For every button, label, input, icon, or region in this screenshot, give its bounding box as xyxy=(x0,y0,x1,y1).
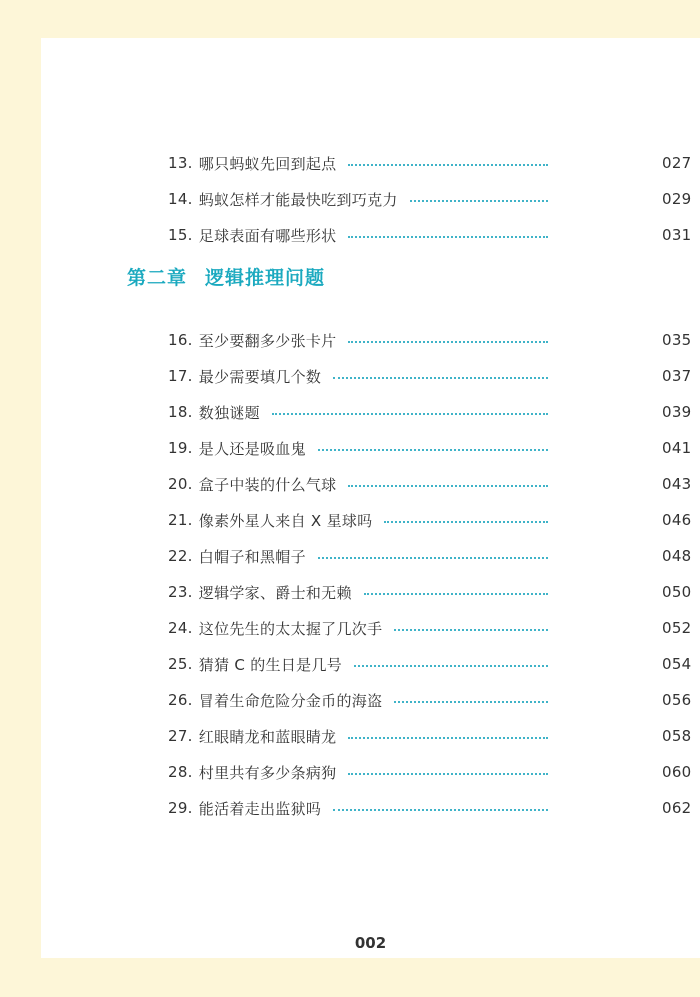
dotted-leader xyxy=(348,773,548,775)
entry-page: 050 xyxy=(662,583,692,601)
dotted-leader xyxy=(410,200,548,202)
entry-page: 031 xyxy=(662,226,692,244)
toc-entry-27[interactable] xyxy=(168,725,692,747)
toc-entry-14[interactable] xyxy=(168,188,692,210)
toc-entry-23[interactable] xyxy=(168,581,692,603)
toc-entry-13[interactable] xyxy=(168,152,692,174)
dotted-leader xyxy=(272,413,548,415)
dotted-leader xyxy=(384,521,548,523)
entry-page: 054 xyxy=(662,655,692,673)
entry-number: 25. xyxy=(168,655,193,673)
entry-title: 盒子中装的什么气球 xyxy=(198,475,337,494)
entry-page: 052 xyxy=(662,619,692,637)
entry-number: 18. xyxy=(168,403,193,421)
toc-entry-28[interactable] xyxy=(168,761,692,783)
dotted-leader xyxy=(318,449,548,451)
toc-page xyxy=(41,38,700,958)
entry-title: 村里共有多少条病狗 xyxy=(198,763,337,782)
entry-title: 能活着走出监狱吗 xyxy=(198,799,322,818)
toc-entry-25[interactable] xyxy=(168,653,692,675)
entry-title: 猜猜 C 的生日是几号 xyxy=(198,655,343,674)
chapter-heading[interactable] xyxy=(127,263,325,290)
entry-number: 14. xyxy=(168,190,193,208)
chapter-label: 第二章 xyxy=(127,267,188,289)
entry-page: 058 xyxy=(662,727,692,745)
dotted-leader xyxy=(364,593,548,595)
entry-number: 27. xyxy=(168,727,193,745)
page-number: 002 xyxy=(354,934,387,952)
toc-entry-26[interactable] xyxy=(168,689,692,711)
entry-number: 28. xyxy=(168,763,193,781)
entry-number: 16. xyxy=(168,331,193,349)
dotted-leader xyxy=(354,665,548,667)
entry-title: 是人还是吸血鬼 xyxy=(198,439,306,458)
dotted-leader xyxy=(318,557,548,559)
dotted-leader xyxy=(333,809,548,811)
entry-title: 哪只蚂蚁先回到起点 xyxy=(198,154,337,173)
entry-number: 15. xyxy=(168,226,193,244)
entry-title: 蚂蚁怎样才能最快吃到巧克力 xyxy=(198,190,398,209)
entry-number: 13. xyxy=(168,154,193,172)
toc-entry-16[interactable] xyxy=(168,329,692,351)
entry-page: 039 xyxy=(662,403,692,421)
chapter-title: 逻辑推理问题 xyxy=(205,267,326,289)
toc-entry-20[interactable] xyxy=(168,473,692,495)
entry-title: 像素外星人来自 X 星球吗 xyxy=(198,511,373,530)
entry-page: 056 xyxy=(662,691,692,709)
entry-title: 这位先生的太太握了几次手 xyxy=(198,619,383,638)
entry-page: 037 xyxy=(662,367,692,385)
entry-title: 最少需要填几个数 xyxy=(198,367,322,386)
entry-number: 17. xyxy=(168,367,193,385)
entry-page: 062 xyxy=(662,799,692,817)
dotted-leader xyxy=(333,377,548,379)
entry-number: 19. xyxy=(168,439,193,457)
dotted-leader xyxy=(348,341,548,343)
dotted-leader xyxy=(394,701,548,703)
entry-page: 048 xyxy=(662,547,692,565)
toc-entry-18[interactable] xyxy=(168,401,692,423)
dotted-leader xyxy=(348,737,548,739)
dotted-leader xyxy=(348,485,548,487)
entry-page: 029 xyxy=(662,190,692,208)
toc-entry-29[interactable] xyxy=(168,797,692,819)
toc-entry-17[interactable] xyxy=(168,365,692,387)
toc-entry-19[interactable] xyxy=(168,437,692,459)
entry-page: 046 xyxy=(662,511,692,529)
entry-page: 041 xyxy=(662,439,692,457)
toc-entry-21[interactable] xyxy=(168,509,692,531)
entry-title: 红眼睛龙和蓝眼睛龙 xyxy=(198,727,337,746)
entry-title: 足球表面有哪些形状 xyxy=(198,226,337,245)
entry-page: 060 xyxy=(662,763,692,781)
dotted-leader xyxy=(394,629,548,631)
entry-number: 24. xyxy=(168,619,193,637)
entry-title: 白帽子和黑帽子 xyxy=(198,547,306,566)
entry-number: 23. xyxy=(168,583,193,601)
entry-title: 逻辑学家、爵士和无赖 xyxy=(198,583,352,602)
entry-number: 26. xyxy=(168,691,193,709)
entry-page: 027 xyxy=(662,154,692,172)
toc-entry-22[interactable] xyxy=(168,545,692,567)
entry-title: 至少要翻多少张卡片 xyxy=(198,331,337,350)
entry-title: 数独谜题 xyxy=(198,403,260,422)
dotted-leader xyxy=(348,164,548,166)
entry-number: 21. xyxy=(168,511,193,529)
toc-entry-15[interactable] xyxy=(168,224,692,246)
entry-page: 043 xyxy=(662,475,692,493)
entry-page: 035 xyxy=(662,331,692,349)
dotted-leader xyxy=(348,236,548,238)
entry-title: 冒着生命危险分金币的海盗 xyxy=(198,691,383,710)
entry-number: 22. xyxy=(168,547,193,565)
entry-number: 29. xyxy=(168,799,193,817)
entry-number: 20. xyxy=(168,475,193,493)
toc-entry-24[interactable] xyxy=(168,617,692,639)
